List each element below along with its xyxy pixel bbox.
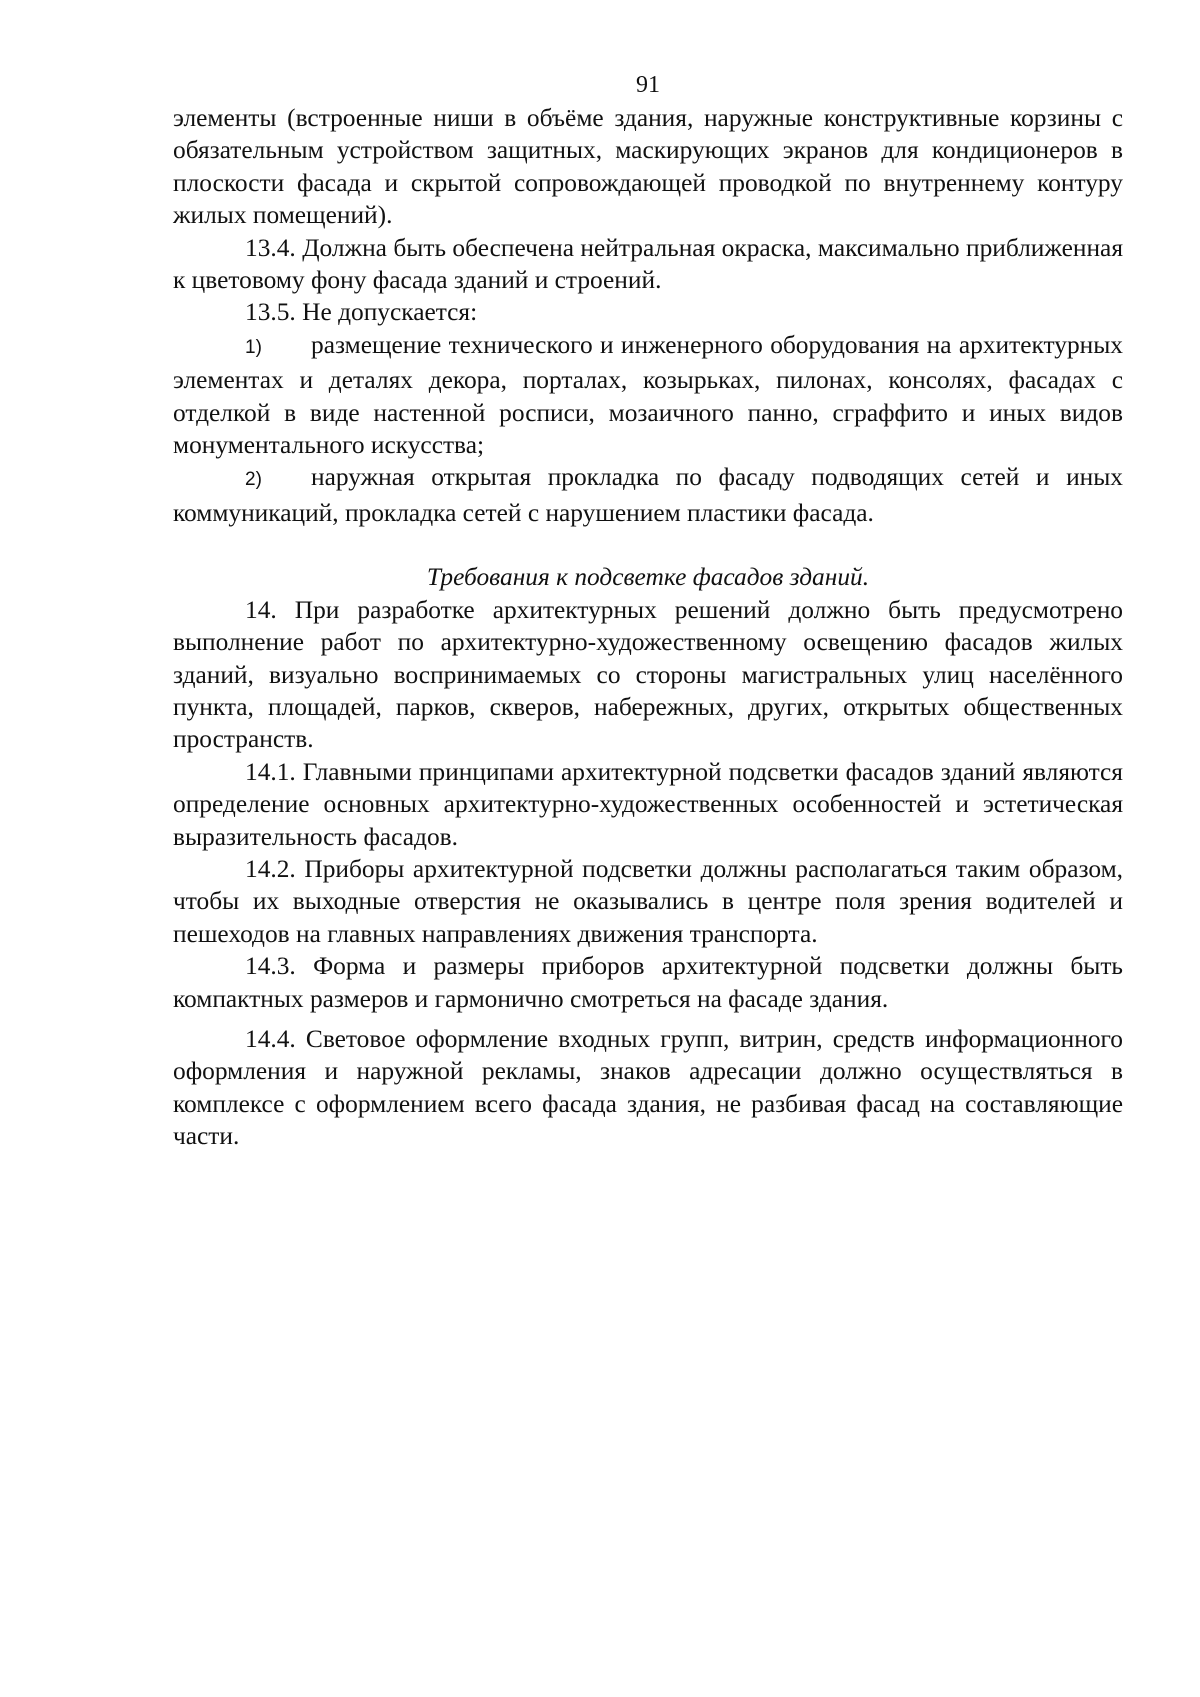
paragraph-14-1: 14.1. Главными принципами архитектурной подсветки фасадов зданий являются определение основных архитектурно-художественных особенностей и эстетическая выразительность фасадов. xyxy=(173,757,1123,851)
paragraph-13-4: 13.4. Должна быть обеспечена нейтральная окраска, максимально приближенная к цветовому фону фасада зданий и строений. xyxy=(173,233,1123,295)
paragraph-13-5: 13.5. Не допускается: xyxy=(245,298,478,327)
paragraph-14-3: 14.3. Форма и размеры приборов архитектурной подсветки должны быть компактных размеров и гармонично смотреться на фасаде здания. xyxy=(173,952,1123,1013)
paragraph-continued: элементы (встроенные ниши в объёме здания, наружные конструктивные корзины с обязательным устройством защитных, маскирующих экранов для кондиционеров в плоскости фасада и скрытой сопровождающей проводкой по внутреннему контуру жилых помещений). xyxy=(173,104,1123,230)
list-item-2-number: 2) xyxy=(245,469,262,491)
list-item-2 xyxy=(173,461,1123,529)
paragraph-14-2: 14.2. Приборы архитектурной подсветки должны располагаться таким образом, чтобы их выходные отверстия не оказывались в центре поля зрения водителей и пешеходов на главных направлениях движения транспорта. xyxy=(173,854,1123,948)
list-item-2-text: наружная открытая прокладка по фасаду подводящих сетей и иных коммуникаций, прокладка сетей с нарушением пластики фасада. xyxy=(173,463,1123,527)
section-heading: Требования к подсветке фасадов зданий. xyxy=(426,563,870,592)
paragraph-14: 14. При разработке архитектурных решений должно быть предусмотрено выполнение работ по архитектурно-художественному освещению фасадов жилых зданий, визуально воспринимаемых со стороны магистральных улиц населённого пункта, площадей, парков, скверов, набережных, других, открытых общественных пространств. xyxy=(173,595,1123,754)
list-item-1 xyxy=(173,329,1123,462)
document-page xyxy=(173,70,1123,1153)
list-item-1-text: размещение технического и инженерного оборудования на архитектурных элементах и деталях декора, порталах, козырьках, пилонах, консолях, фасадах с отделкой в виде настенной росписи, мозаичного панно, сграффито и иных видов монументального искусства; xyxy=(173,330,1123,460)
paragraph-14-4: 14.4. Световое оформление входных групп, витрин, средств информационного оформления и наружной рекламы, знаков адресации должно осуществляться в комплексе с оформлением всего фасада здания, не разбивая фасад на составляющие части. xyxy=(173,1024,1123,1151)
page-number: 91 xyxy=(636,72,660,98)
list-item-1-number: 1) xyxy=(245,336,262,358)
